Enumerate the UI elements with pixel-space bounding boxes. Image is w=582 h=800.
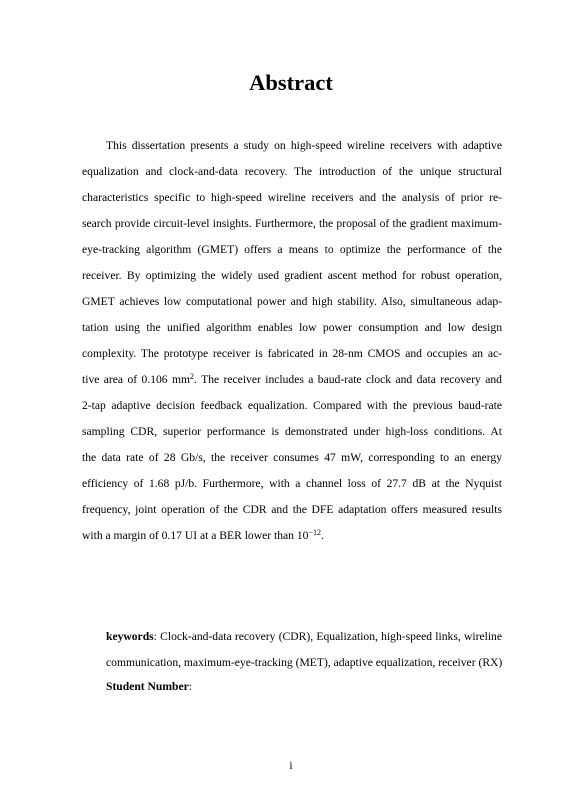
abstract-line: sampling CDR, superior performance is demonstrated under high-loss conditions. At: [82, 425, 502, 438]
student-number-line: [106, 677, 502, 697]
abstract-line: receiver. By optimizing the widely used gradient ascent method for robust operation,: [82, 269, 502, 282]
area-text-before: tive area of 0.106 mm: [82, 373, 191, 386]
abstract-line: search provide circuit-level insights. Furthermore, the proposal of the gradient maximum-: [82, 217, 502, 230]
abstract-line: 2-tap adaptive decision feedback equalization. Compared with the previous baud-rate: [82, 399, 502, 412]
area-text-after: . The receiver includes a baud-rate clock and data recovery and: [194, 373, 502, 386]
ber-exponent: −12: [308, 528, 321, 537]
abstract-line: This dissertation presents a study on high-speed wireline receivers with adaptive: [106, 139, 502, 152]
abstract-line: characteristics specific to high-speed wireline receivers and the analysis of prior re-: [82, 191, 502, 204]
abstract-line: the data rate of 28 Gb/s, the receiver consumes 47 mW, corresponding to an energy: [82, 451, 502, 464]
keywords-line: communication, maximum-eye-tracking (MET), adaptive equalization, receiver (RX): [106, 656, 503, 669]
ber-base: 10: [296, 529, 309, 542]
area-superscript: 2: [190, 372, 195, 381]
abstract-line: frequency, joint operation of the CDR and the DFE adaptation offers measured results: [82, 503, 502, 516]
abstract-line: GMET achieves low computational power and high stability. Also, simultaneous adap-: [82, 295, 502, 308]
student-number-value: :: [188, 680, 193, 693]
page-number: i: [289, 759, 293, 772]
ber-text-before: with a margin of 0.17 UI at a BER lower than: [82, 529, 297, 542]
abstract-line-last: [82, 526, 502, 546]
keywords-text: : Clock-and-data recovery (CDR), Equalization, high-speed links, wireline: [153, 630, 502, 643]
abstract-line: complexity. The prototype receiver is fabricated in 28-nm CMOS and occupies an ac-: [82, 347, 502, 360]
ber-text-after: .: [320, 529, 324, 542]
page-title: Abstract: [249, 70, 333, 95]
abstract-line: eye-tracking algorithm (GMET) offers a means to optimize the performance of the: [82, 243, 502, 256]
abstract-line: [82, 370, 502, 390]
abstract-line: tation using the unified algorithm enables low power consumption and low design: [82, 321, 502, 334]
student-number-label: Student Number: [106, 680, 189, 693]
keywords-line: [106, 627, 502, 647]
abstract-line: efficiency of 1.68 pJ/b. Furthermore, with a channel loss of 27.7 dB at the Nyquist: [82, 477, 502, 490]
abstract-line: equalization and clock-and-data recovery. The introduction of the unique structural: [82, 165, 502, 178]
keywords-label: keywords: [106, 630, 154, 643]
